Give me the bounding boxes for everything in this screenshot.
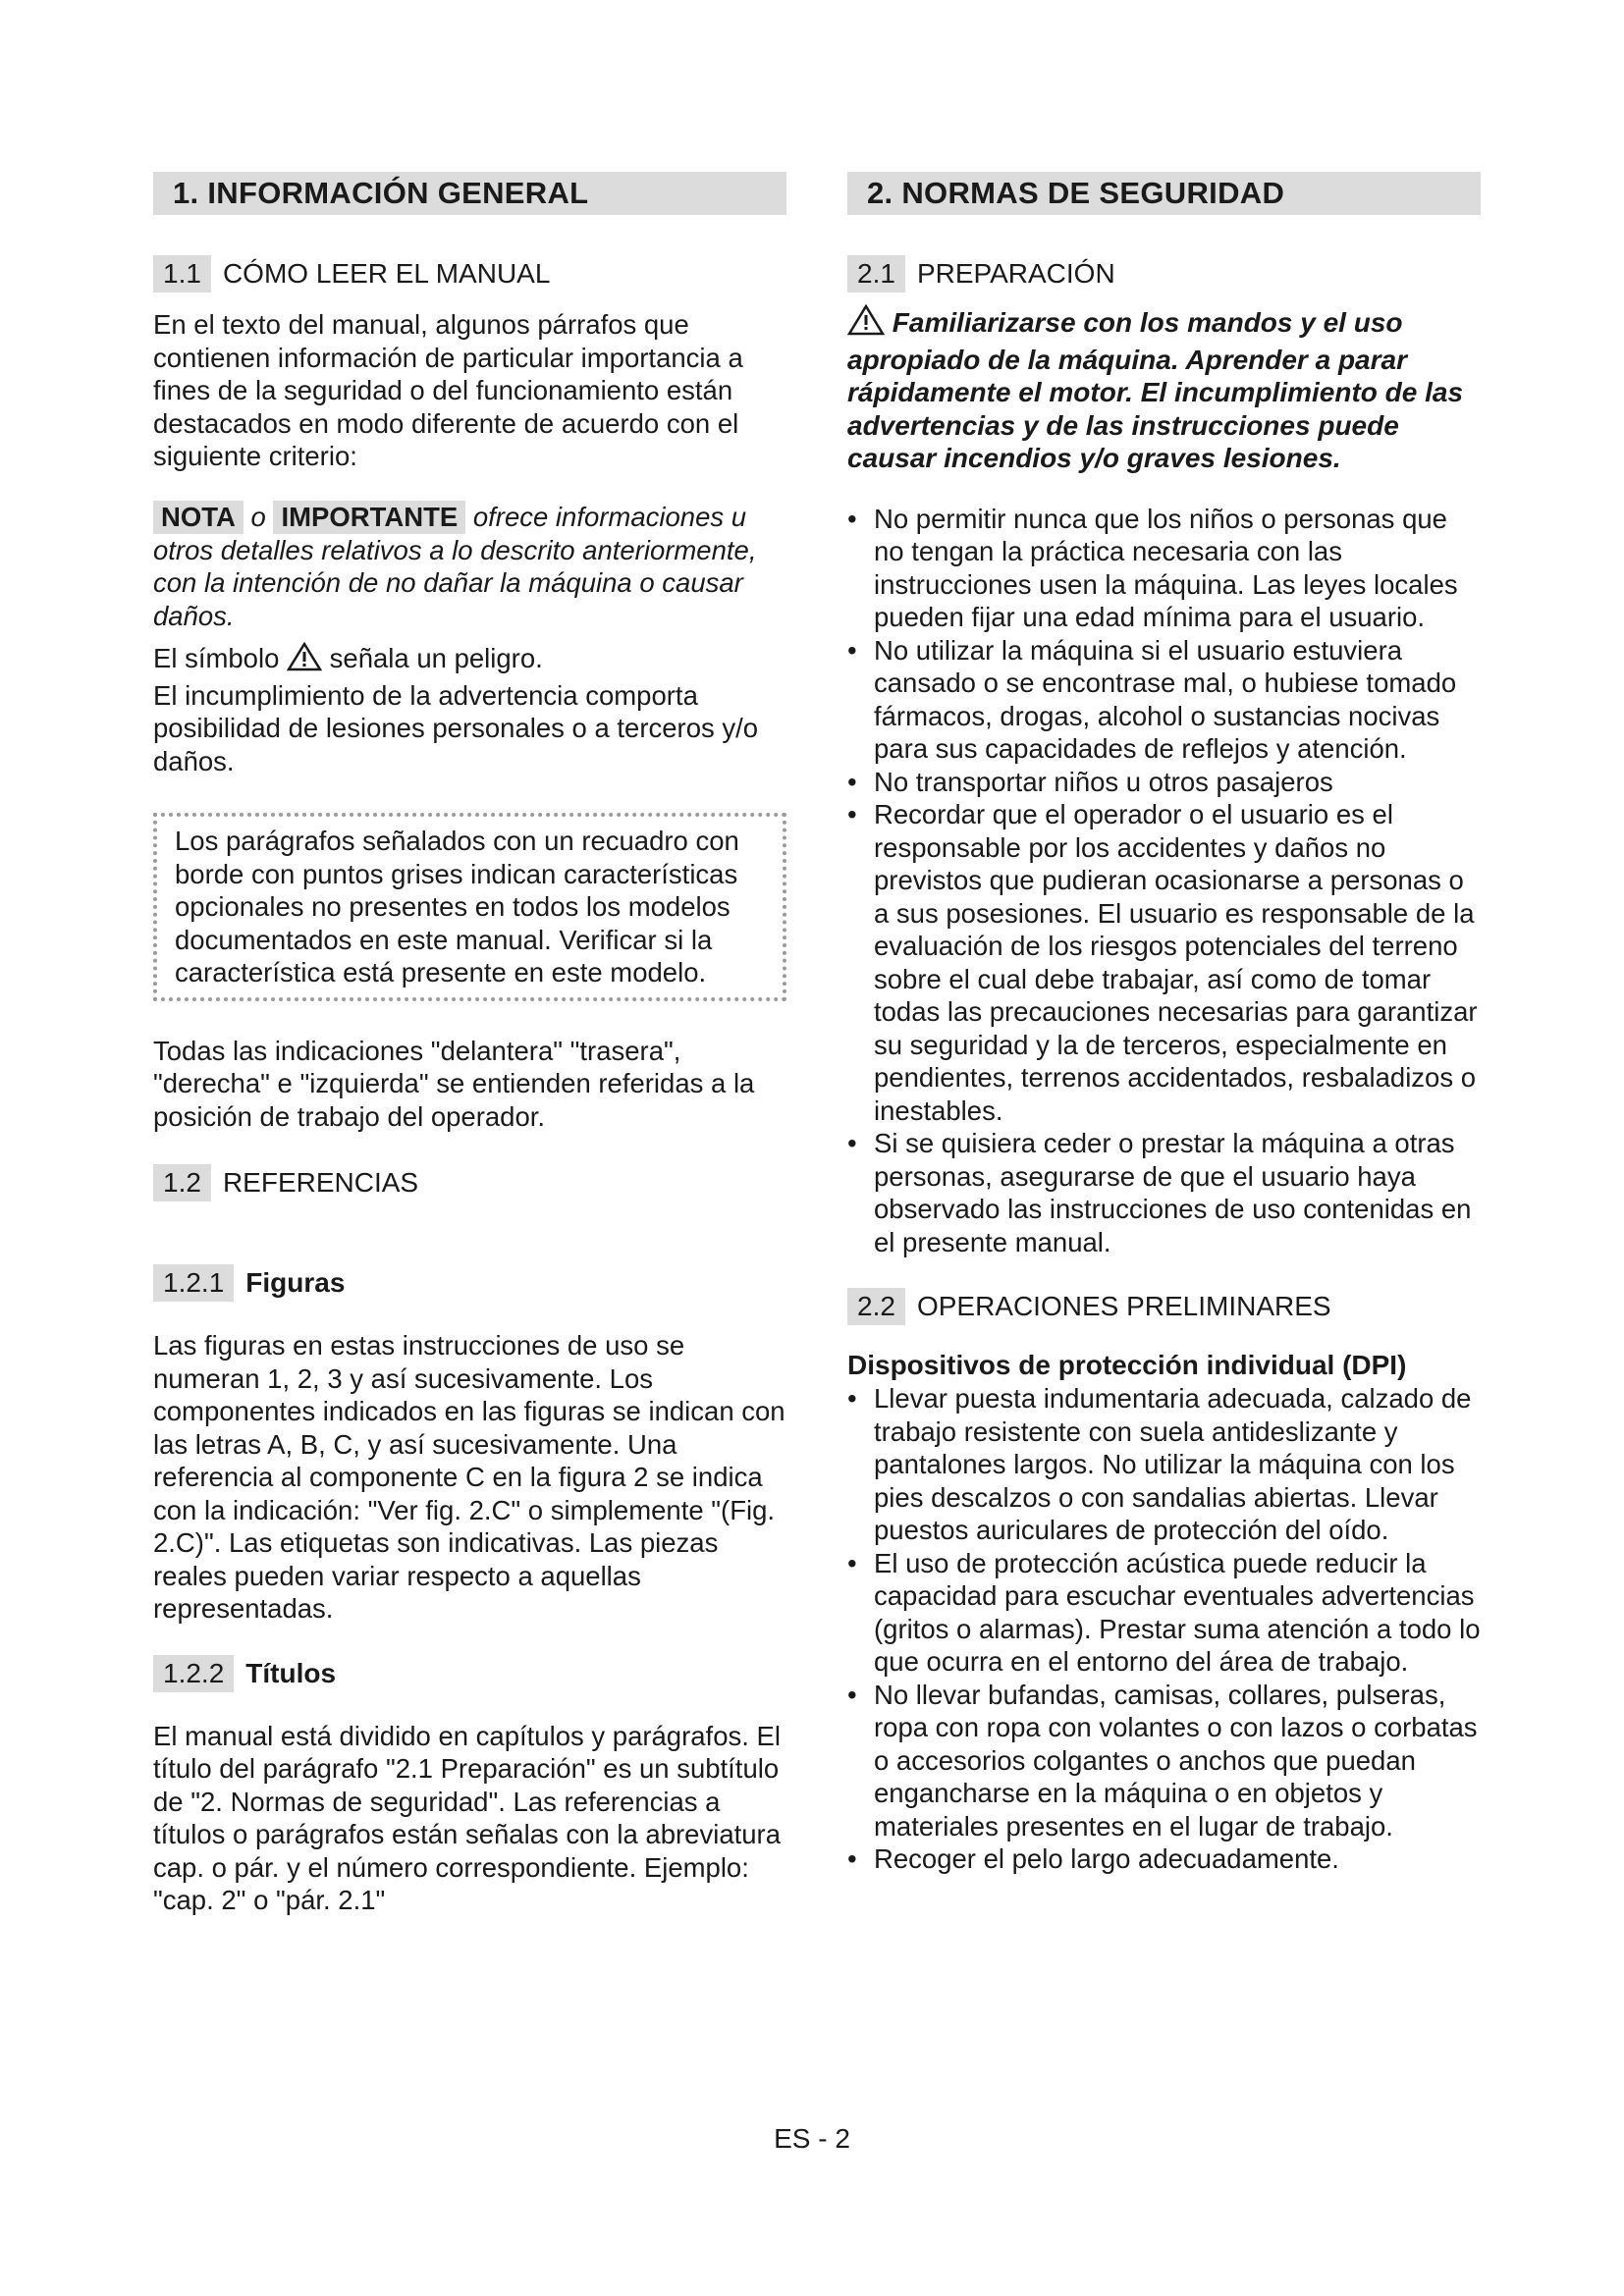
warning-triangle-icon	[287, 642, 322, 679]
left-column	[153, 172, 786, 1917]
section-title: PREPARACIÓN	[916, 258, 1115, 289]
optional-features-box	[153, 813, 786, 1001]
section-number: 2.1	[847, 255, 905, 293]
warning-triangle-icon	[847, 304, 885, 344]
list-item: • Recoger el pelo largo adecuadamente.	[847, 1842, 1481, 1876]
list-item: • El uso de protección acústica puede reducir la capacidad para escuchar eventuales advertencias (gritos o alarmas). Prestar suma atención a todo lo que ocurra en el entorno del área de trabajo.	[847, 1547, 1481, 1679]
section-heading-1-2-2	[153, 1655, 786, 1692]
section-heading-1-2	[153, 1164, 786, 1201]
section-title: Figuras	[245, 1267, 346, 1298]
directions-paragraph: Todas las indicaciones "delantera" "trasera", "derecha" e "izquierda" se entienden referidas a la posición de trabajo del operador.	[153, 1035, 755, 1132]
how-to-read-paragraph: En el texto del manual, algunos párrafos que contienen información de particular importancia a fines de la seguridad o del funcionamiento están destacados en modo diferente de acuerdo con el siguiente criterio:	[153, 309, 743, 471]
symbol-paragraph: El incumplimiento de la advertencia comporta posibilidad de lesiones personales o a terceros y/o daños.	[153, 679, 759, 776]
note-paragraph	[153, 501, 786, 633]
safety-warning-text: Familiarizarse con los mandos y el uso apropiado de la máquina. Aprender a parar rápidamente el motor. El incumplimiento de las advertencias y de las instrucciones puede causar incendios y/o graves lesiones.	[847, 307, 1464, 473]
chapter-title-1: 1. INFORMACIÓN GENERAL	[153, 172, 786, 215]
list-item: • No transportar niños u otros pasajeros	[847, 766, 1481, 799]
section-number: 1.2.1	[153, 1264, 234, 1302]
section-heading-2-1	[847, 255, 1481, 293]
section-number: 1.2.2	[153, 1655, 234, 1692]
page-number: ES - 2	[774, 2123, 850, 2154]
section-number: 1.1	[153, 255, 211, 293]
list-item: • Recordar que el operador o el usuario es el responsable por los accidentes y daños no previstos que pudieran ocasionarse a personas o a sus posesiones. El usuario es responsable de la evaluación de los riesgos potenciales del terreno sobre el cual debe trabajar, así como de tomar todas las precauciones necesarias para garantizar su seguridad y la de terceros, especialmente en pendientes, terrenos accidentados, resbaladizos o inestables.	[847, 798, 1481, 1127]
symbol-pre-text: El símbolo	[153, 643, 280, 673]
section-number: 2.2	[847, 1288, 905, 1325]
dpi-subheading: Dispositivos de protección individual (DPI)	[847, 1350, 1407, 1380]
optional-features-text: Los parágrafos señalados con un recuadro con borde con puntos grises indican características opcionales no presentes en todos los modelos documentados en este manual. Verificar si la característica está presente en este modelo.	[175, 826, 739, 988]
symbol-post-text: señala un peligro.	[329, 643, 543, 673]
titles-paragraph: El manual está dividido en capítulos y parágrafos. El título del parágrafo "2.1 Preparación" es un subtítulo de "2. Normas de seguridad". Las referencias a títulos o parágrafos están señalas con la abreviatura cap. o pár. y el número correspondiente. Ejemplo: "cap. 2" o "pár. 2.1"	[153, 1720, 781, 1915]
symbol-line	[153, 642, 786, 679]
importante-label: IMPORTANTE	[273, 501, 465, 534]
section-title: REFERENCIAS	[222, 1167, 419, 1198]
section-heading-1-2-1	[153, 1264, 786, 1302]
section-title: OPERACIONES PRELIMINARES	[916, 1291, 1331, 1321]
section-title: Títulos	[245, 1657, 337, 1688]
dpi-list	[847, 1382, 1481, 1876]
safety-warning	[847, 304, 1481, 475]
right-column	[847, 172, 1481, 1876]
preparation-list	[847, 503, 1481, 1259]
list-item: • No permitir nunca que los niños o personas que no tengan la práctica necesaria con las instrucciones usen la máquina. Las leyes locales pueden fijar una edad mínima para el usuario.	[847, 503, 1481, 634]
figures-paragraph: Las figuras en estas instrucciones de uso se numeran 1, 2, 3 y así sucesivamente. Los componentes indicados en las figuras se indican con las letras A, B, C, y así sucesivamente. Una referencia al componente C en la figura 2 se indica con la indicación: "Ver fig. 2.C" o simplemente "(Fig. 2.C)". Las etiquetas son indicativas. Las piezas reales pueden variar respecto a aquellas representadas.	[153, 1330, 785, 1624]
section-heading-2-2	[847, 1288, 1481, 1325]
list-item: • No llevar bufandas, camisas, collares, pulseras, ropa con ropa con volantes o con lazos o corbatas o accesorios colgantes o anchos que puedan engancharse en la máquina o en objetos y materiales presentes en el lugar de trabajo.	[847, 1679, 1481, 1843]
list-item: • Llevar puesta indumentaria adecuada, calzado de trabajo resistente con suela antideslizante y pantalones largos. No utilizar la máquina con los pies descalzos o con sandalias abiertas. Llevar puestos auriculares de protección del oído.	[847, 1382, 1481, 1547]
section-number: 1.2	[153, 1164, 211, 1201]
list-item: • Si se quisiera ceder o prestar la máquina a otras personas, asegurarse de que el usuario haya observado las instrucciones de uso contenidas en el presente manual.	[847, 1127, 1481, 1258]
or-text: o	[250, 501, 266, 532]
section-title: CÓMO LEER EL MANUAL	[222, 258, 551, 289]
nota-label: NOTA	[153, 501, 244, 534]
section-heading-1-1	[153, 255, 786, 293]
chapter-title-2: 2. NORMAS DE SEGURIDAD	[847, 172, 1481, 215]
list-item: • No utilizar la máquina si el usuario estuviera cansado o se encontrase mal, o hubiese tomado fármacos, drogas, alcohol o sustancias nocivas para sus capacidades de reflejos y atención.	[847, 634, 1481, 766]
note-text: ofrece informaciones u otros detalles relativos a lo descrito anteriormente, con la intención de no dañar la máquina o causar daños.	[153, 501, 757, 631]
